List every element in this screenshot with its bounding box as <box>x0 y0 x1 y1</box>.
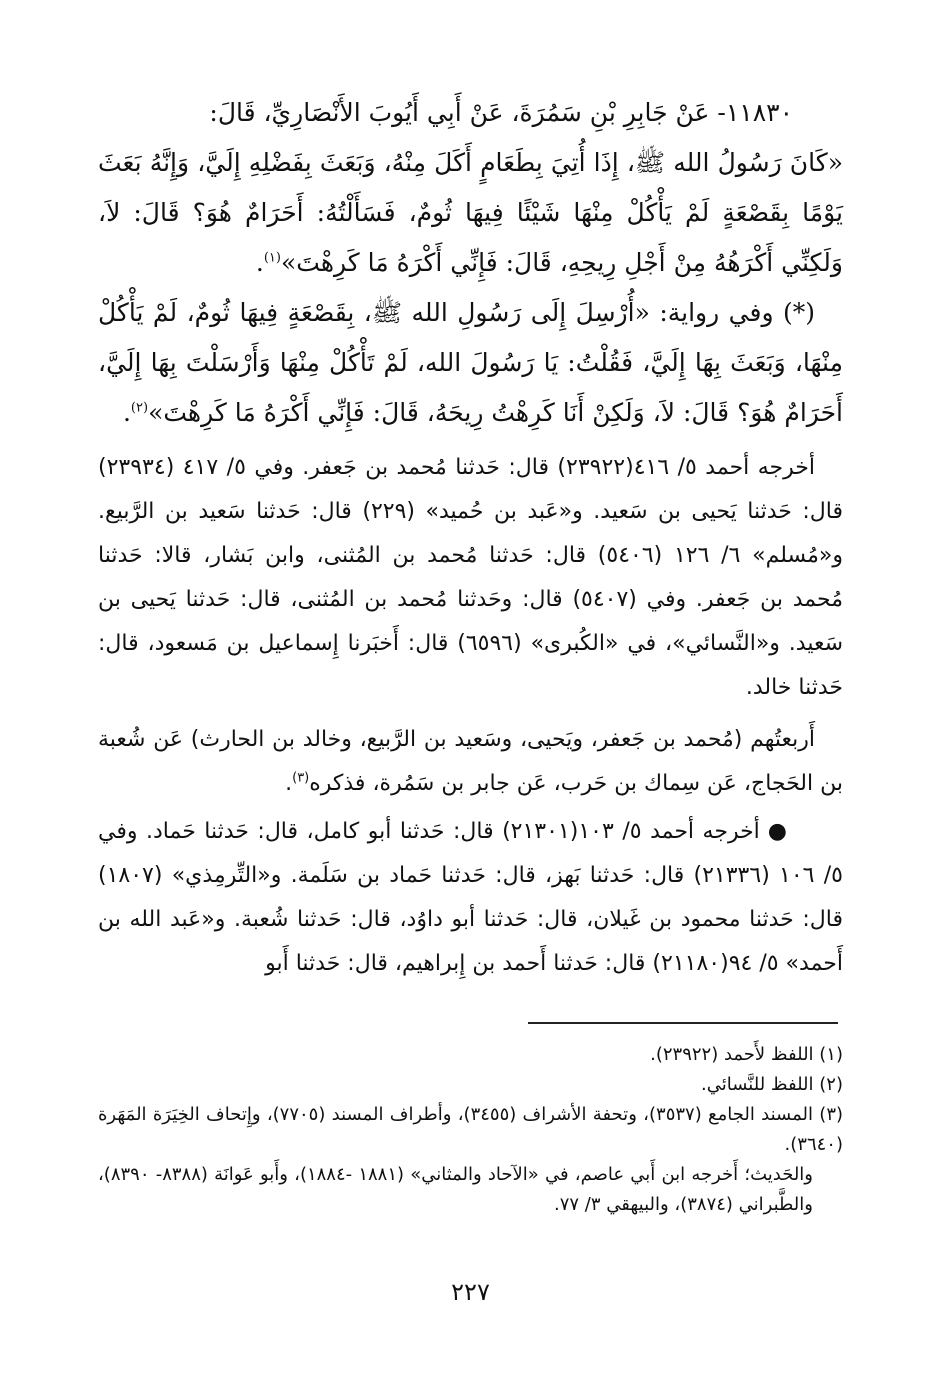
footnote-3-continuation: والحَديث؛ أَخرجه ابن أَبي عاصم، في «الآحاد والمثاني» (١٨٨١ -١٨٨٤)، وأَبو عَوانَة (٨٣٨٨- ٨٣٩٠)، والطَّبراني (٣٨٧٤)، والبيهقي ٣/ ٧٧. <box>98 1164 814 1215</box>
footnote-ref-1: (١) <box>263 250 281 266</box>
bullet-icon: ● <box>767 819 787 844</box>
takhrij-paragraph-2-text: أَربعتُهم (مُحمد بن جَعفر، ويَحيى، وسَعيد بن الرَّبيع، وخالد بن الحارث) عَن شُعبة بن الحَجاج، عَن سِماك بن حَرب، عَن جابر بن سَمُرة، فذكره <box>98 727 843 796</box>
hadith-matn-text: «كَانَ رَسُولُ الله ﷺ، إِذَا أُتِيَ بِطَعَامٍ أَكَلَ مِنْهُ، وَبَعَثَ بِفَضْلِهِ إِلَيَّ، وَإِنَّهُ بَعَثَ يَوْمًا بِقَصْعَةٍ لَمْ يَأْكُلْ مِنْهَا شَيْئًا فِيهَا ثُومٌ، فَسَأَلْتُهُ: أَحَرَامٌ هُوَ؟ قَالَ: لاَ، وَلَكِنِّي أَكْرَهُهُ مِنْ أَجْلِ رِيحِهِ، قَالَ: فَإِنِّي أَكْرَهُ مَا كَرِهْتَ» <box>98 148 843 277</box>
takhrij-paragraph-3-text: أخرجه أحمد ٥/ ١٠٣(٢١٣٠١) قال: حَدثنا أبو كامل، قال: حَدثنا حَماد. وفي ٥/ ١٠٦ (٢١٣٣٦) قال: حَدثنا بَهز، قال: حَدثنا حَماد بن سَلَمة. و«التِّرمِذي» (١٨٠٧) قال: حَدثنا محمود بن غَيلان، قال: حَدثنا أبو داوُد، قال: حَدثنا شُعبة. و«عَبد الله بن أَحمد» ٥/ ٩٤(٢١١٨٠) قال: حَدثنا أَحمد بن إِبراهيم، قال: حَدثنا أَبو <box>98 819 843 976</box>
page-number: ٢٢٧ <box>451 1278 490 1306</box>
hadith-matn: «كَانَ رَسُولُ الله ﷺ، إِذَا أُتِيَ بِطَعَامٍ أَكَلَ مِنْهُ، وَبَعَثَ بِفَضْلِهِ إِلَيَّ، وَإِنَّهُ بَعَثَ يَوْمًا بِقَصْعَةٍ لَمْ يَأْكُلْ مِنْهَا شَيْئًا فِيهَا ثُومٌ، فَسَأَلْتُهُ: أَحَرَامٌ هُوَ؟ قَالَ: لاَ، وَلَكِنِّي أَكْرَهُهُ مِنْ أَجْلِ رِيحِهِ، قَالَ: فَإِنِّي أَكْرَهُ مَا كَرِهْتَ»$^{(١)}$. <box>98 148 843 277</box>
takhrij-paragraph-1 <box>98 446 843 710</box>
footnote-ref-2: (٢) <box>130 400 149 416</box>
footnote-3: (٣) المسند الجامع (٣٥٣٧)، وتحفة الأشراف (٣٤٥٥)، وأطراف المسند (٧٧٠٥)، وإِتحاف الخِيَرَة المَهَرة (٣٦٤٠). <box>98 1104 844 1155</box>
takhrij-paragraph-2: أَربعتُهم (مُحمد بن جَعفر، ويَحيى، وسَعيد بن الرَّبيع، وخالد بن الحارث) عَن شُعبة بن الحَجاج، عَن سِماك بن حَرب، عَن جابر بن سَمُرة، فذكره$^{(٣)}$. <box>98 727 843 796</box>
footnotes <box>98 1040 843 1220</box>
main-text <box>98 88 843 986</box>
footnote-1: (١) اللفظ لأَحمد (٢٣٩٢٢). <box>650 1044 843 1065</box>
footnote-divider <box>528 1022 838 1024</box>
hadith-riwaya-text: (*) وفي رواية: «أُرْسِلَ إِلَى رَسُولِ الله ﷺ، بِقَصْعَةٍ فِيهَا ثُومٌ، لَمْ يَأْكُلْ مِنْهَا، وَبَعَثَ بِهَا إِلَيَّ، فَقُلْتُ: يَا رَسُولَ الله، لَمْ تَأْكُلْ مِنْهَا وَأَرْسَلْتَ بِهَا إِلَيَّ، أَحَرَامٌ هُوَ؟ قَالَ: لاَ، وَلَكِنْ أَنَا كَرِهْتُ رِيحَهُ، قَالَ: فَإِنِّي أَكْرَهُ مَا كَرِهْتَ» <box>98 298 843 427</box>
hadith-heading <box>98 88 843 138</box>
footnote-2: (٢) اللفظ للنَّسائي. <box>701 1074 843 1095</box>
takhrij-paragraph-3 <box>98 810 843 986</box>
takhrij-paragraph-1-text: أخرجه أحمد ٥/ ٤١٦(٢٣٩٢٢) قال: حَدثنا مُحمد بن جَعفر. وفي ٥/ ٤١٧ (٢٣٩٣٤) قال: حَدثنا يَحيى بن سَعيد. و«عَبد بن حُميد» (٢٢٩) قال: حَدثنا سَعيد بن الرَّبيع. و«مُسلم» ٦/ ١٢٦ (٥٤٠٦) قال: حَدثنا مُحمد بن المُثنى، وابن بَشار، قالا: حَدثنا مُحمد بن جَعفر. وفي (٥٤٠٧) قال: وحَدثنا مُحمد بن المُثنى، قال: حَدثنا يَحيى بن سَعيد. و«النَّسائي»، في «الكُبرى» (٦٥٩٦) قال: أَخبَرنا إِسماعيل بن مَسعود، قال: حَدثنا خالد. <box>98 455 844 700</box>
hadith-heading-text: ١١٨٣٠- عَنْ جَابِرِ بْنِ سَمُرَةَ، عَنْ أَبِي أَيُوبَ الأَنْصَارِيِّ، قَالَ: <box>209 98 793 127</box>
hadith-riwaya: (*) وفي رواية: «أُرْسِلَ إِلَى رَسُولِ الله ﷺ، بِقَصْعَةٍ فِيهَا ثُومٌ، لَمْ يَأْكُلْ مِنْهَا، وَبَعَثَ بِهَا إِلَيَّ، فَقُلْتُ: يَا رَسُولَ الله، لَمْ تَأْكُلْ مِنْهَا وَأَرْسَلْتَ بِهَا إِلَيَّ، أَحَرَامٌ هُوَ؟ قَالَ: لاَ، وَلَكِنْ أَنَا كَرِهْتُ رِيحَهُ، قَالَ: فَإِنِّي أَكْرَهُ مَا كَرِهْتَ»$^{(٢)}$. <box>98 298 843 427</box>
footnote-ref-3: (٣) <box>292 770 310 786</box>
